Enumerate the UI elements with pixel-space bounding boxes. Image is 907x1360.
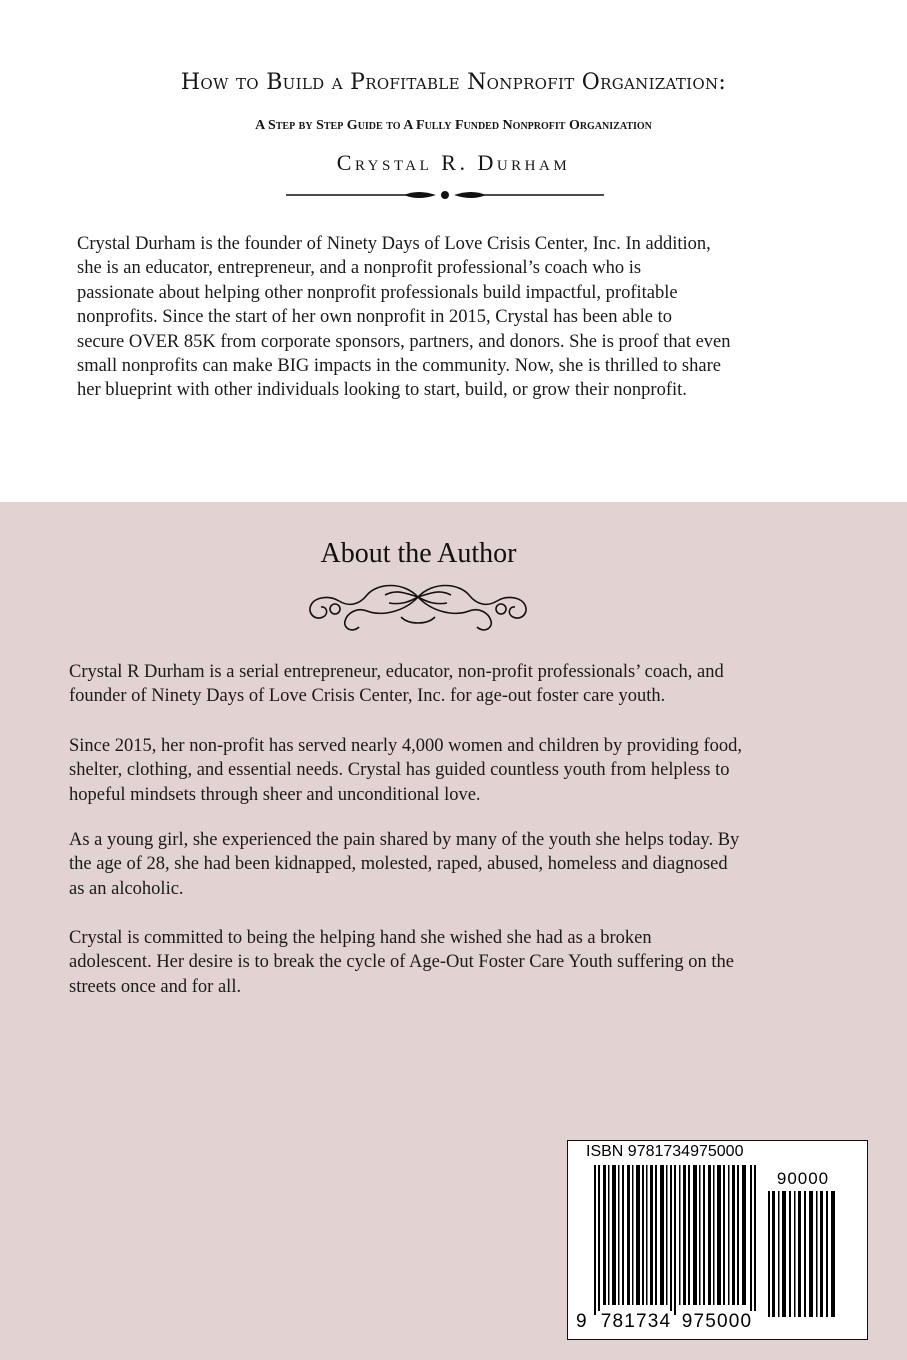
barcode-digits-left: 781734	[598, 1311, 674, 1333]
barcode-bars-icon	[594, 1165, 758, 1315]
bio-line: As a young girl, she experienced the pain shared by many of the youth she helps today. By	[69, 830, 740, 850]
book-title: How to Build a Profitable Nonprofit Organization:	[180, 70, 727, 95]
blurb-line: Crystal Durham is the founder of Ninety Days of Love Crisis Center, Inc. In addition,	[77, 234, 711, 254]
barcode-digits-right: 975000	[678, 1311, 756, 1333]
about-heading: About the Author	[320, 538, 517, 569]
barcode-digit-first: 9	[576, 1311, 587, 1332]
blurb-line: small nonprofits can make BIG impacts in the community. Now, she is thrilled to share	[77, 356, 721, 377]
bio-line: Crystal R Durham is a serial entrepreneur, educator, non-profit professionals’ coach, and	[69, 662, 724, 682]
blurb-line: secure OVER 85K from corporate sponsors, partners, and donors. She is proof that even	[77, 331, 731, 352]
bio-line: Crystal is committed to being the helping hand she wished she had as a broken	[69, 928, 652, 948]
bio-line: as an alcoholic.	[69, 878, 184, 899]
book-subtitle: A Step by Step Guide to A Fully Funded Nonprofit Organization	[255, 118, 652, 133]
author-name: Crystal R. Durham	[336, 150, 571, 175]
blurb-line: her blueprint with other individuals looking to start, build, or grow their nonprofit.	[77, 380, 687, 401]
bio-line: hopeful mindsets through sheer and unconditional love.	[69, 784, 481, 805]
bio-paragraph-3	[69, 828, 829, 901]
isbn-label: ISBN 9781734975000	[586, 1143, 744, 1160]
blurb-line: she is an educator, entrepreneur, and a nonprofit professional’s coach who is	[77, 258, 642, 279]
bio-paragraph-1	[69, 660, 829, 709]
flourish-ornament-icon	[305, 575, 531, 635]
bio-line: adolescent. Her desire is to break the cycle of Age-Out Foster Care Youth suffering on the	[69, 952, 734, 973]
barcode-addon-number: 90000	[776, 1169, 830, 1188]
bio-paragraph-4	[69, 926, 829, 999]
bio-line: the age of 28, she had been kidnapped, molested, raped, abused, homeless and diagnosed	[69, 854, 728, 875]
ornament-divider-icon	[286, 180, 604, 210]
blurb-line: nonprofits. Since the start of her own nonprofit in 2015, Crystal has been able to	[77, 307, 672, 328]
bio-line: streets once and for all.	[69, 976, 242, 997]
isbn-barcode	[567, 1140, 868, 1340]
bio-line: founder of Ninety Days of Love Crisis Center, Inc. for age-out foster care youth.	[69, 686, 666, 707]
back-cover-blurb	[77, 232, 817, 403]
bio-line: Since 2015, her non-profit has served nearly 4,000 women and children by providing food,	[69, 736, 743, 756]
blurb-line: passionate about helping other nonprofit professionals build impactful, profitable	[77, 282, 678, 303]
bio-paragraph-2	[69, 734, 829, 807]
barcode-addon-bars-icon	[768, 1191, 838, 1317]
bio-line: shelter, clothing, and essential needs. Crystal has guided countless youth from helpless to	[69, 760, 730, 781]
